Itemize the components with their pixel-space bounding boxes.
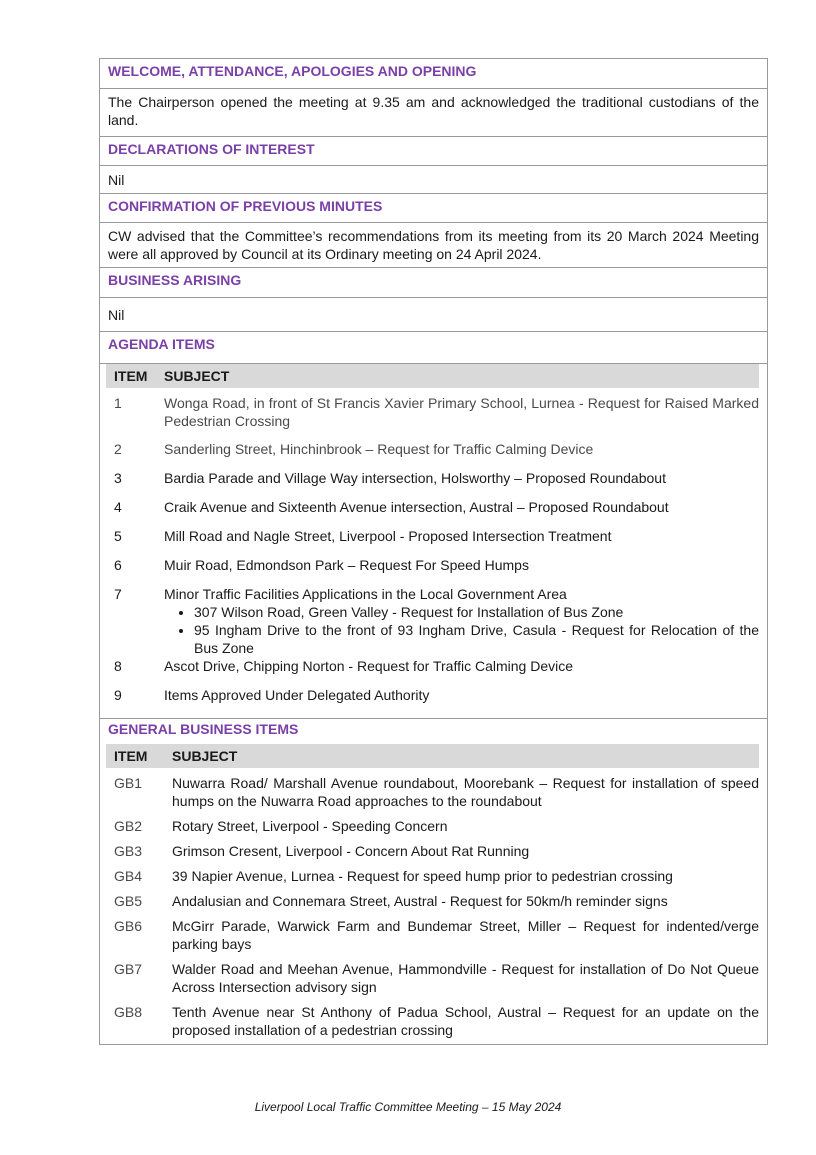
agenda-items <box>100 363 767 718</box>
agenda-item-row <box>106 657 759 675</box>
general-item-row <box>106 817 759 835</box>
agenda-item-row <box>106 440 759 458</box>
agenda-item-row <box>106 498 759 516</box>
agenda-item-number: 5 <box>114 528 122 544</box>
general-list <box>106 774 759 1039</box>
general-item-number: GB3 <box>114 843 143 859</box>
general-item-subject: 39 Napier Avenue, Lurnea - Request for speed hump prior to pedestrian crossing <box>172 868 673 884</box>
general-item-number: GB1 <box>114 775 143 791</box>
general-item-row <box>106 917 759 953</box>
agenda-item-row <box>106 394 759 430</box>
general-item-row <box>106 774 759 810</box>
agenda-item-subject-cell <box>164 394 759 430</box>
business-arising-text: Nil <box>100 297 767 331</box>
welcome-heading: WELCOME, ATTENDANCE, APOLOGIES AND OPENING <box>108 63 477 79</box>
agenda-item-subject: Mill Road and Nagle Street, Liverpool - Proposed Intersection Treatment <box>164 528 612 544</box>
agenda-item-number: 2 <box>114 441 122 457</box>
agenda-item-number: 7 <box>114 586 122 602</box>
agenda-item-subject-cell <box>164 440 759 458</box>
general-item-number: GB5 <box>114 893 143 909</box>
agenda-subitem: • 95 Ingham Drive to the front of 93 Ingham Drive, Casula - Request for Relocation of the Bus Zone <box>194 621 759 657</box>
agenda-item-subject-cell <box>164 469 759 487</box>
agenda-item-row <box>106 469 759 487</box>
general-col-item: ITEM <box>114 748 148 764</box>
general-items <box>100 744 767 1044</box>
general-table-header <box>106 744 759 768</box>
agenda-item-subject: Craik Avenue and Sixteenth Avenue intersection, Austral – Proposed Roundabout <box>164 499 669 515</box>
general-item-subject: Grimson Cresent, Liverpool - Concern About Rat Running <box>172 843 530 859</box>
general-heading: GENERAL BUSINESS ITEMS <box>100 718 767 744</box>
general-item-subject: McGirr Parade, Warwick Farm and Bundemar Street, Miller – Request for indented/verge parking bays <box>172 918 759 952</box>
agenda-item-number: 8 <box>114 658 122 674</box>
declarations-text: Nil <box>100 165 767 193</box>
declarations-heading: DECLARATIONS OF INTEREST <box>100 136 767 165</box>
agenda-item-number: 4 <box>114 499 122 515</box>
agenda-item-subject: Sanderling Street, Hinchinbrook – Request for Traffic Calming Device <box>164 441 594 457</box>
agenda-item-subject: Bardia Parade and Village Way intersection, Holsworthy – Proposed Roundabout <box>164 470 666 486</box>
general-item-row <box>106 892 759 910</box>
general-col-subject: SUBJECT <box>172 748 238 764</box>
general-item-subject: Nuwarra Road/ Marshall Avenue roundabout, Moorebank – Request for installation of speed humps on the Nuwarra Road approaches to the roundabout <box>172 775 759 809</box>
confirmation-text: CW advised that the Committee’s recommendations from its meeting from its 20 March 2024 Meeting were all approved by Council at its Ordinary meeting on 24 April 2024. <box>100 222 767 267</box>
general-item-subject: Rotary Street, Liverpool - Speeding Concern <box>172 818 448 834</box>
agenda-subitem-list <box>164 603 759 657</box>
general-item-number: GB2 <box>114 818 143 834</box>
agenda-item-number: 6 <box>114 557 122 573</box>
agenda-col-item: ITEM <box>114 368 148 384</box>
agenda-subitem: • 307 Wilson Road, Green Valley - Request for Installation of Bus Zone <box>194 603 759 621</box>
agenda-heading: AGENDA ITEMS <box>100 331 767 363</box>
agenda-list <box>106 394 759 704</box>
general-item-row <box>106 842 759 860</box>
confirmation-heading: CONFIRMATION OF PREVIOUS MINUTES <box>100 193 767 222</box>
agenda-item-subject-cell <box>164 556 759 574</box>
minutes-table <box>99 58 768 1045</box>
agenda-item-subject: Muir Road, Edmondson Park – Request For Speed Humps <box>164 557 529 573</box>
agenda-item-number: 1 <box>114 395 122 411</box>
agenda-item-row <box>106 585 759 657</box>
page-footer: Liverpool Local Traffic Committee Meeting – 15 May 2024 <box>254 1100 562 1114</box>
general-item-number: GB7 <box>114 961 143 977</box>
agenda-item-subject-cell <box>164 686 759 704</box>
business-arising-heading: BUSINESS ARISING <box>100 267 767 297</box>
agenda-item-subject: Items Approved Under Delegated Authority <box>164 687 430 703</box>
general-item-row <box>106 1003 759 1039</box>
agenda-item-subject: Minor Traffic Facilities Applications in the Local Government Area <box>164 586 567 602</box>
agenda-item-subject-cell <box>164 527 759 545</box>
agenda-col-subject: SUBJECT <box>164 368 230 384</box>
agenda-item-row <box>106 527 759 545</box>
general-item-row <box>106 867 759 885</box>
general-item-row <box>106 960 759 996</box>
agenda-item-number: 3 <box>114 470 122 486</box>
agenda-item-number: 9 <box>114 687 122 703</box>
agenda-item-row <box>106 556 759 574</box>
agenda-table-header <box>106 364 759 388</box>
agenda-item-subject-cell <box>164 585 759 657</box>
agenda-item-row <box>106 686 759 704</box>
general-item-subject: Andalusian and Connemara Street, Austral - Request for 50km/h reminder signs <box>172 893 668 909</box>
general-item-number: GB8 <box>114 1004 143 1020</box>
agenda-item-subject-cell <box>164 498 759 516</box>
agenda-item-subject: Ascot Drive, Chipping Norton - Request for Traffic Calming Device <box>164 658 574 674</box>
agenda-item-subject: Wonga Road, in front of St Francis Xavier Primary School, Lurnea - Request for Raised Marked Pedestrian Crossing <box>164 395 759 429</box>
agenda-item-subject-cell <box>164 657 759 675</box>
general-item-number: GB4 <box>114 868 143 884</box>
general-item-subject: Tenth Avenue near St Anthony of Padua School, Austral – Request for an update on the proposed installation of a pedestrian crossing <box>172 1004 759 1038</box>
general-item-subject: Walder Road and Meehan Avenue, Hammondville - Request for installation of Do Not Queue Across Intersection advisory sign <box>172 961 759 995</box>
general-item-number: GB6 <box>114 918 143 934</box>
welcome-text: The Chairperson opened the meeting at 9.35 am and acknowledged the traditional custodians of the land. <box>100 88 767 136</box>
